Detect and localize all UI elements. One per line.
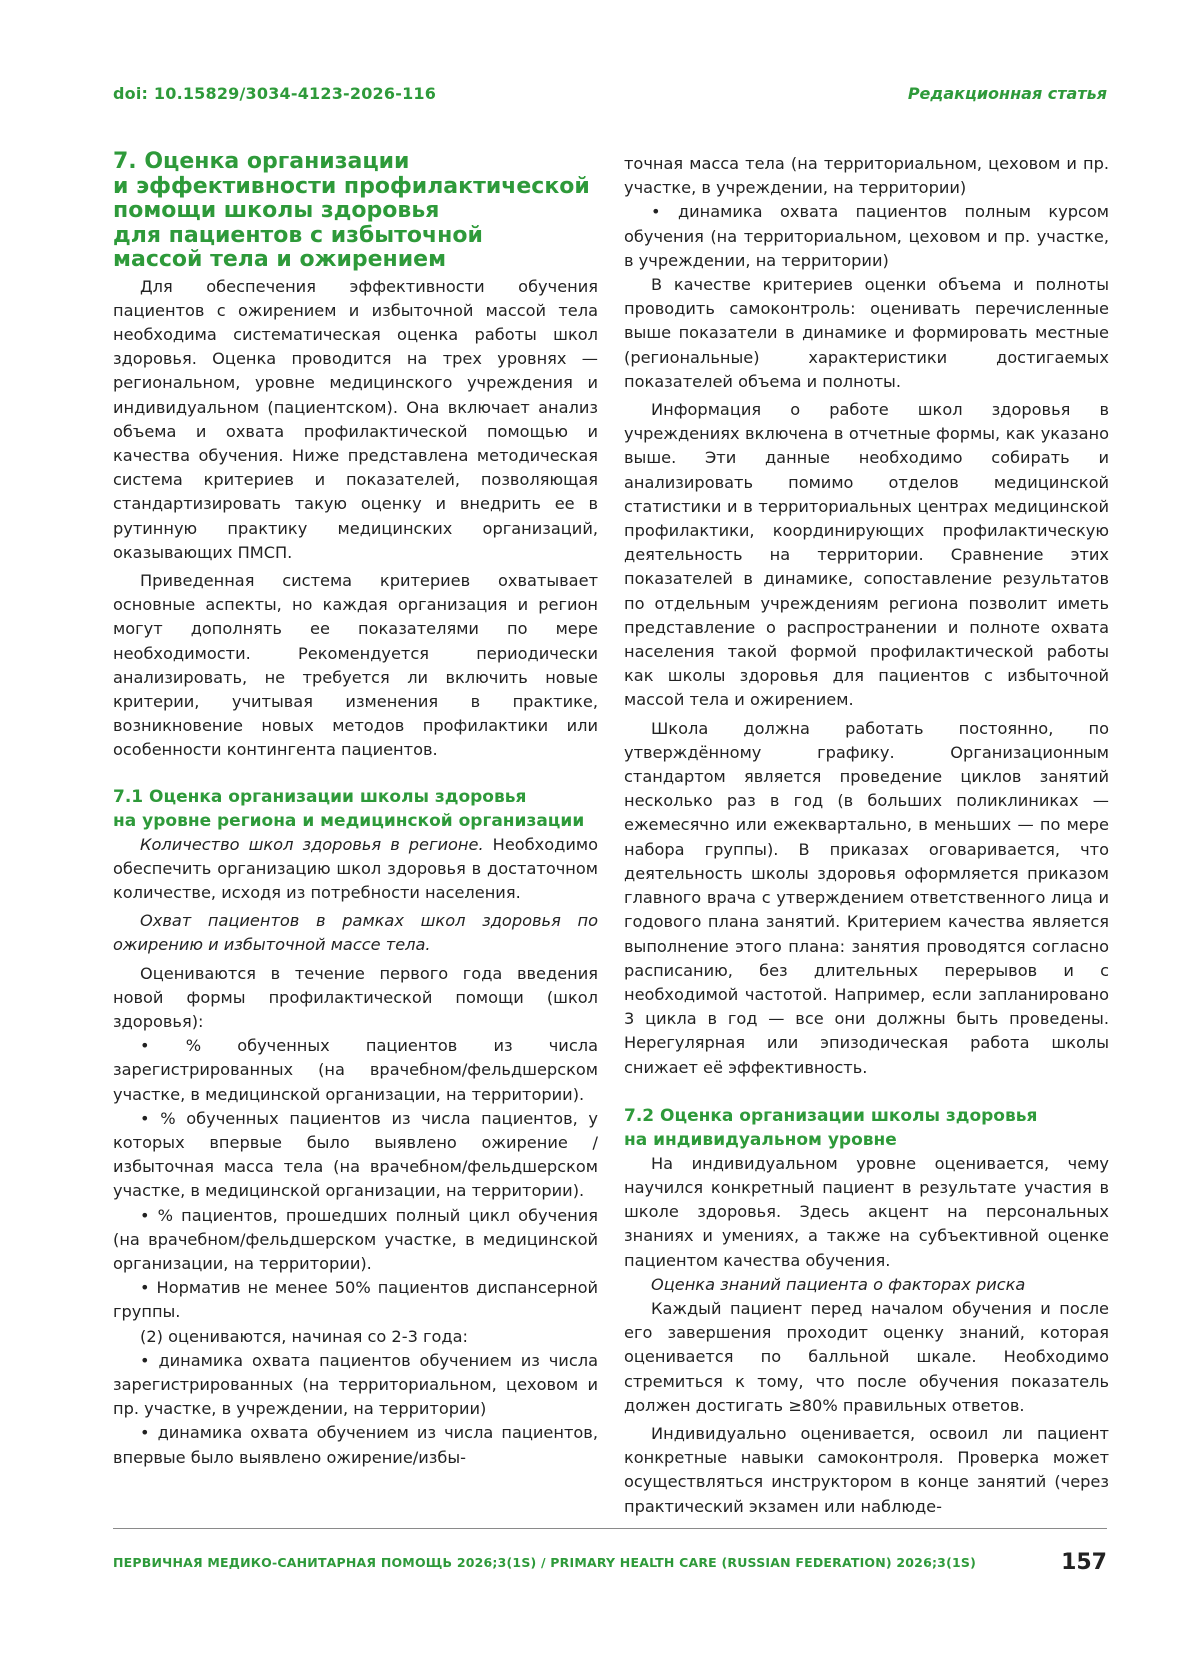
article-type: Редакционная статья bbox=[907, 83, 1107, 103]
paragraph: Информация о работе школ здоровья в учреждениях включена в отчетные формы, как указано выше. Эти данные необходимо собирать и анализировать помимо отделов медицинской статистики и в территориальных центрах медицинской профилактики, координирующих профилактическую деятельность на территории. Сравнение этих показателей в динамике, сопоставление результатов по отдельным учреждениям региона позволит иметь представление о распространении и полноте охвата населения такой формой профилактической работы как школы здоровья для пациентов с избыточной массой тела и ожирением. bbox=[624, 400, 1109, 710]
paragraph: В качестве критериев оценки объема и полноты проводить самоконтроль: оценивать перечисленные выше показатели в динамике и формировать местные (региональные) характеристики достигаемых показателей объема и полноты. bbox=[624, 275, 1109, 391]
paragraph: Индивидуально оценивается, освоил ли пациент конкретные навыки самоконтроля. Проверка может осуществляться инструктором в конце занятий (через практический экзамен или наблюде- bbox=[624, 1423, 1109, 1516]
section-7-title: 7. Оценка организации и эффективности профилактической помощи школы здоровья для пациентов с избыточной массой тела и ожирением bbox=[113, 149, 590, 272]
doi-link[interactable]: doi: 10.15829/3034-4123-2026-116 bbox=[113, 83, 437, 103]
right-column bbox=[624, 152, 1109, 1519]
paragraph bbox=[624, 1273, 1109, 1297]
section-7-1-title: 7.1 Оценка организации школы здоровья на уровне региона и медицинской организации bbox=[113, 786, 585, 831]
bullet-item: • динамика охвата обучением из числа пациентов, впервые было выявлено ожирение/избы- bbox=[113, 1423, 598, 1467]
section-7-2-title: 7.2 Оценка организации школы здоровья на индивидуальном уровне bbox=[624, 1105, 1038, 1150]
bullet-item: • % обученных пациентов из числа зарегистрированных (на врачебном/фельдшерском участке, в медицинской организации, на территории). bbox=[113, 1036, 598, 1104]
paragraph: Для обеспечения эффективности обучения пациентов с ожирением и избыточной массой тела необходима систематическая оценка работы школ здоровья. Оценка проводится на трех уровнях — региональном, уровне медицинского учреждения и индивидуальном (пациентском). Она включает анализ объема и охвата профилактической помощью и качества обучения. Ниже представлена методическая система критериев и показателей, позволяющая стандартизировать такую оценку и внедрить ее в рутинную практику медицинских организаций, оказывающих ПМСП. bbox=[113, 276, 598, 562]
paragraph: Школа должна работать постоянно, по утверждённому графику. Организационным стандартом является проведение циклов занятий несколько раз в год (в больших поликлиниках — ежемесячно или ежеквартально, в меньших — по мере набора группы). В приказах оговаривается, что деятельность школы здоровья оформляется приказом главного врача с утверждением ответственного лица и годового плана занятий. Критерием качества является выполнение этого плана: занятия проводятся согласно расписанию, без длительных перерывов и с необходимой частотой. Например, если запланировано 3 цикла в год — все они должны быть проведены. Нерегулярная или эпизодическая работа школы снижает её эффективность. bbox=[624, 718, 1109, 1077]
bullet-item: • % пациентов, прошедших полный цикл обучения (на врачебном/фельдшерском участке, в медицинской организации, на территории). bbox=[113, 1205, 598, 1274]
emphasis: Оценка знаний пациента о факторах риска bbox=[651, 1274, 1026, 1294]
page-header bbox=[113, 80, 1107, 106]
paragraph: Количество школ здоровья в регионе. Необходимо обеспечить организацию школ здоровья в достаточном количестве, исходя из потребности населения. bbox=[113, 834, 598, 902]
paragraph-continued: точная масса тела (на территориальном, цеховом и пр. участке, в учреждении, на территории) bbox=[624, 154, 1109, 198]
paragraph: (2) оцениваются, начиная со 2-3 года: bbox=[140, 1326, 468, 1346]
journal-name: ПЕРВИЧНАЯ МЕДИКО-САНИТАРНАЯ ПОМОЩЬ 2026;3(1S) / PRIMARY HEALTH CARE (RUSSIAN FEDERATION) 2026;3(1S) bbox=[113, 1554, 977, 1570]
left-column bbox=[113, 150, 598, 1470]
paragraph: Каждый пациент перед началом обучения и после его завершения проходит оценку знаний, которая оценивается по балльной шкале. Необходимо стремиться к тому, что после обучения показатель должен достигать ≥80% правильных ответов. bbox=[624, 1298, 1109, 1415]
emphasis: Количество школ здоровья в регионе. bbox=[140, 834, 484, 854]
paragraph: На индивидуальном уровне оценивается, чему научился конкретный пациент в результате участия в школе здоровья. Здесь акцент на персональных знаниях и умениях, а также на субъективной оценке пациентом качества обучения. bbox=[624, 1153, 1109, 1270]
paragraph: Приведенная система критериев охватывает основные аспекты, но каждая организация и регион могут дополнять ее показателями по мере необходимости. Рекомендуется периодически анализировать, не требуется ли включить новые критерии, учитывая изменения в практике, возникновение новых методов профилактики или особенности контингента пациентов. bbox=[113, 570, 598, 760]
footer-divider bbox=[113, 1528, 1107, 1529]
emphasis: Охват пациентов в рамках школ здоровья по ожирению и избыточной массе тела. bbox=[113, 911, 598, 955]
bullet-item: • % обученных пациентов из числа пациентов, у которых впервые было выявлено ожирение / избыточная масса тела (на врачебном/фельдшерском участке, в медицинской организации, на территории). bbox=[113, 1108, 598, 1201]
bullet-item: • динамика охвата пациентов обучением из числа зарегистрированных (на территориальном, цеховом и пр. участке, в учреждении, на территории) bbox=[113, 1350, 598, 1419]
paragraph: Оцениваются в течение первого года введения новой формы профилактической помощи (школ здоровья): bbox=[113, 963, 598, 1031]
bullet-item: • динамика охвата пациентов полным курсом обучения (на территориальном, цеховом и пр. участке, в учреждении, на территории) bbox=[624, 202, 1109, 270]
page-footer bbox=[113, 1548, 1107, 1576]
page-number: 157 bbox=[1061, 1549, 1107, 1575]
paragraph bbox=[113, 909, 598, 957]
bullet-item: • Норматив не менее 50% пациентов диспансерной группы. bbox=[113, 1278, 598, 1322]
